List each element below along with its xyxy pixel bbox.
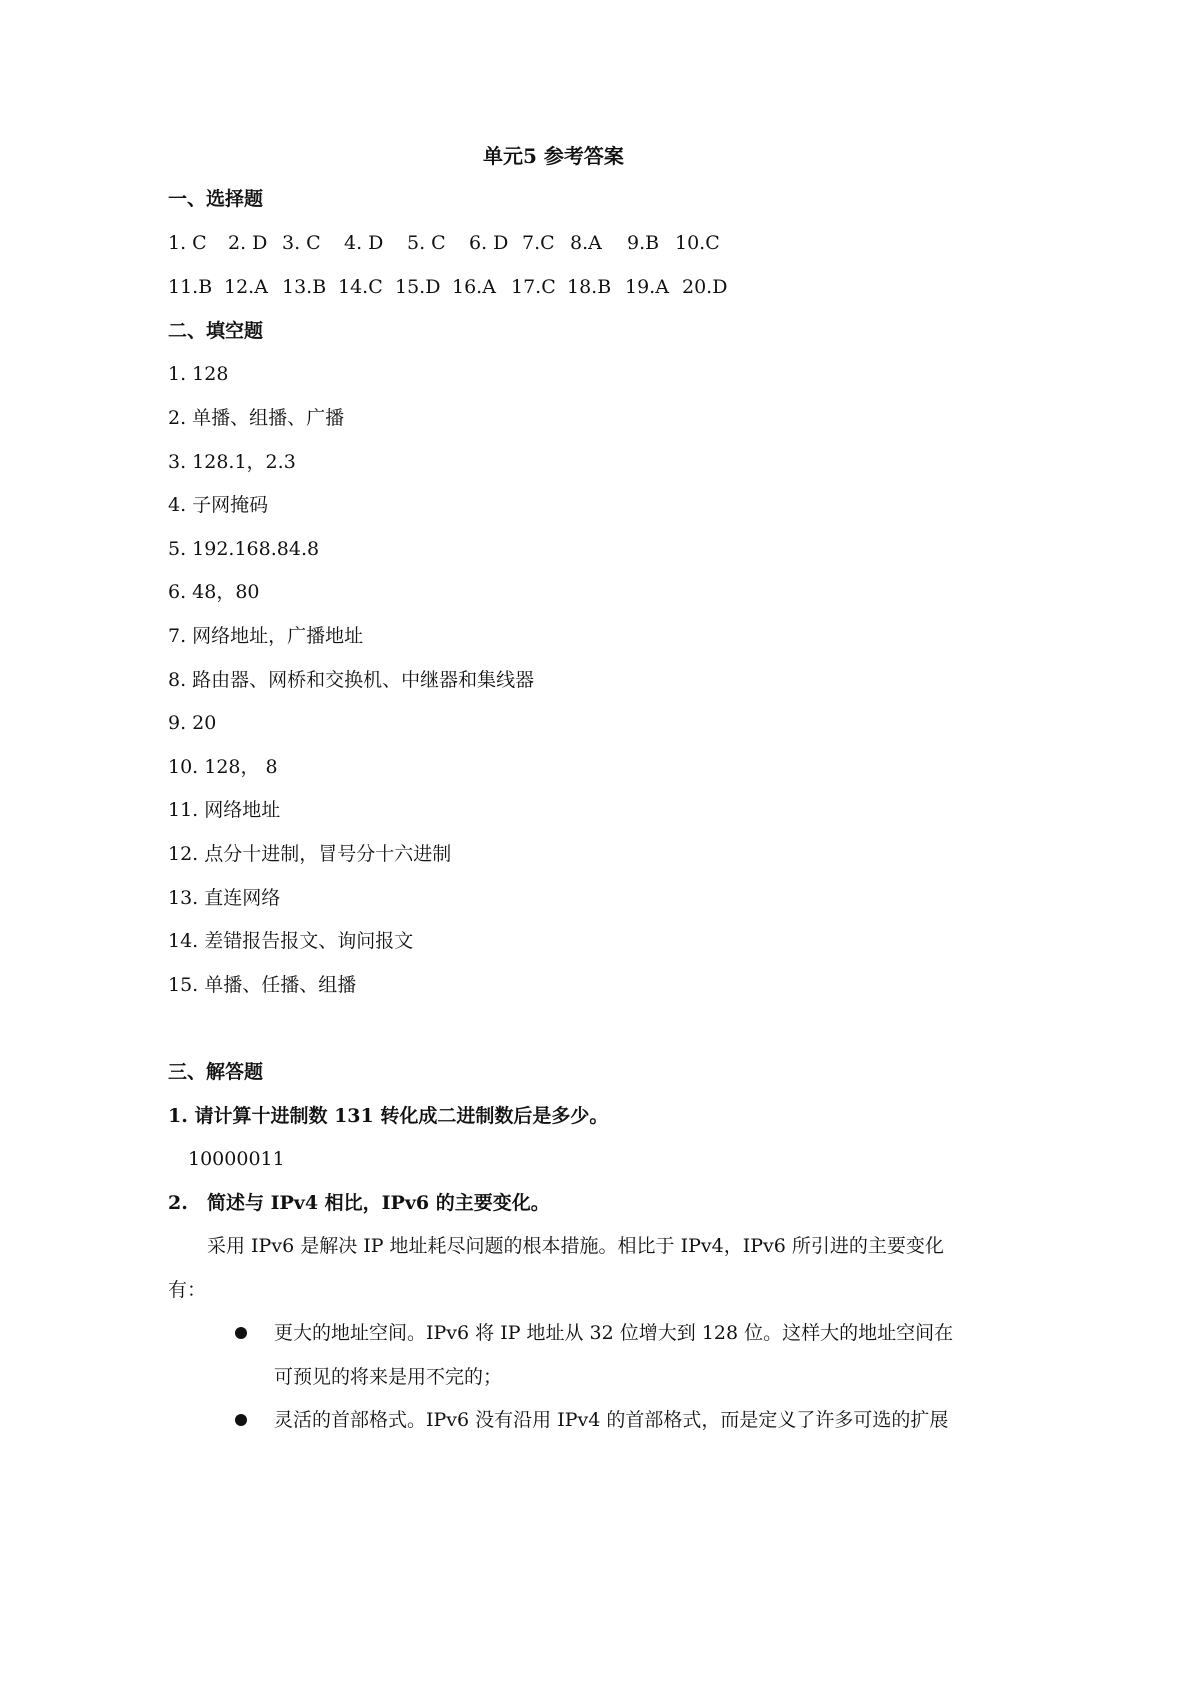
mc-answer: 7.C bbox=[522, 232, 555, 254]
fill-answer: 13. 直连网络 bbox=[168, 887, 281, 909]
mc-answer: 6. D bbox=[469, 232, 509, 254]
fill-answer: 8. 路由器、网桥和交换机、中继器和集线器 bbox=[168, 669, 535, 691]
fill-answer: 15. 单播、任播、组播 bbox=[168, 974, 357, 996]
section-heading-answer: 三、解答题 bbox=[168, 1061, 264, 1083]
mc-answer: 15.D bbox=[395, 276, 441, 298]
fill-answer: 10. 128， 8 bbox=[168, 756, 278, 778]
mc-answer: 18.B bbox=[567, 276, 612, 298]
fill-answer: 6. 48，80 bbox=[168, 581, 260, 603]
question-2: 简述与 IPv4 相比，IPv6 的主要变化。 bbox=[207, 1192, 550, 1214]
bullet-icon bbox=[235, 1327, 247, 1339]
mc-answer: 8.A bbox=[570, 232, 602, 254]
mc-answer: 3. C bbox=[282, 232, 321, 254]
mc-answer: 9.B bbox=[627, 232, 660, 254]
section-heading-fill: 二、填空题 bbox=[168, 320, 264, 342]
mc-answer: 20.D bbox=[682, 276, 728, 298]
question-2-number: 2. bbox=[168, 1192, 188, 1214]
bullet-item-line: 更大的地址空间。IPv6 将 IP 地址从 32 位增大到 128 位。这样大的地址空间在 bbox=[274, 1322, 954, 1344]
mc-answer: 19.A bbox=[625, 276, 669, 298]
fill-answer: 14. 差错报告报文、询问报文 bbox=[168, 930, 414, 952]
mc-answer: 17.C bbox=[511, 276, 556, 298]
mc-answer: 12.A bbox=[224, 276, 268, 298]
bullet-item-line: 灵活的首部格式。IPv6 没有沿用 IPv4 的首部格式，而是定义了许多可选的扩展 bbox=[274, 1409, 949, 1431]
mc-answer: 4. D bbox=[344, 232, 384, 254]
mc-answer: 5. C bbox=[407, 232, 446, 254]
mc-answer: 1. C bbox=[168, 232, 207, 254]
fill-answer: 7. 网络地址，广播地址 bbox=[168, 625, 364, 647]
bullet-item-line: 可预见的将来是用不完的； bbox=[274, 1366, 503, 1388]
fill-answer: 9. 20 bbox=[168, 712, 217, 734]
mc-answer: 10.C bbox=[675, 232, 720, 254]
fill-answer: 5. 192.168.84.8 bbox=[168, 538, 320, 560]
section-heading-choice: 一、选择题 bbox=[168, 188, 264, 210]
mc-answer: 11.B bbox=[168, 276, 213, 298]
mc-answer: 14.C bbox=[338, 276, 383, 298]
bullet-icon bbox=[235, 1414, 247, 1426]
mc-answer: 2. D bbox=[228, 232, 268, 254]
fill-answer: 11. 网络地址 bbox=[168, 799, 281, 821]
page-title: 单元5 参考答案 bbox=[483, 144, 624, 168]
question-1-answer: 10000011 bbox=[188, 1148, 285, 1170]
fill-answer: 3. 128.1，2.3 bbox=[168, 451, 296, 473]
fill-answer: 2. 单播、组播、广播 bbox=[168, 407, 345, 429]
mc-answer: 16.A bbox=[452, 276, 496, 298]
fill-answer: 1. 128 bbox=[168, 363, 229, 385]
fill-answer: 12. 点分十进制，冒号分十六进制 bbox=[168, 843, 452, 865]
fill-answer: 4. 子网掩码 bbox=[168, 494, 269, 516]
answer-paragraph-line: 采用 IPv6 是解决 IP 地址耗尽问题的根本措施。相比于 IPv4，IPv6 所引进的主要变化 bbox=[207, 1235, 944, 1257]
question-1: 1. 请计算十进制数 131 转化成二进制数后是多少。 bbox=[168, 1105, 609, 1127]
mc-answer: 13.B bbox=[282, 276, 327, 298]
answer-paragraph-line: 有： bbox=[168, 1279, 207, 1301]
